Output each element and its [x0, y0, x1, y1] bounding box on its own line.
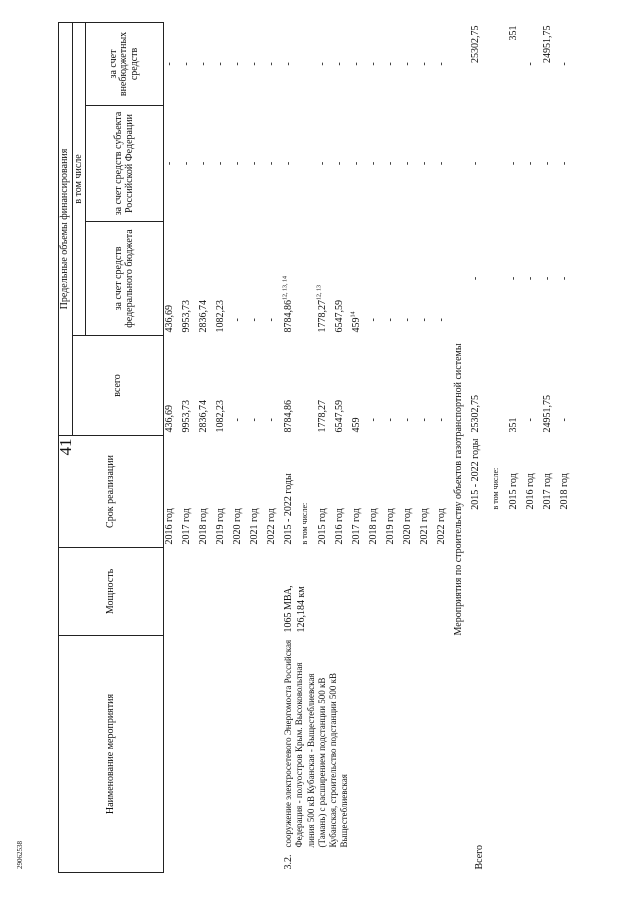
regional-cell: - — [436, 161, 447, 166]
total-cell: 1082,23 — [215, 399, 226, 433]
table-row — [249, 22, 266, 872]
year-cell: 2017 год — [181, 508, 192, 545]
total-cell: - — [559, 418, 570, 422]
item-name: сооружение электросетевого Энергомоста Российская Федерация - полуостров Крым. Высоковольтная линия 500 кВ Кубанская - Выщестеблиевская (Тамань) с расширением подстанции 500 кВ Кубанская, строительство подстанции 500 кВ Выщестеблиевская — [283, 639, 350, 848]
year-cell: 2021 год — [249, 508, 260, 545]
federal-cell: - — [232, 318, 243, 322]
header-federal: за счет средств федерального бюджета — [86, 221, 164, 335]
rotated-document — [58, 0, 613, 873]
federal-cell: $459^{14}$ — [350, 311, 362, 333]
table-row — [525, 22, 542, 872]
regional-cell: - — [368, 161, 379, 166]
table-row — [559, 22, 576, 872]
header-capacity: Мощность — [59, 547, 164, 635]
item-total: 8784,86 — [283, 399, 294, 433]
federal-cell: - — [508, 276, 519, 281]
year-cell: 2019 год — [215, 508, 226, 545]
table-row — [198, 22, 215, 872]
table-header — [59, 22, 164, 872]
header-total: всего — [72, 335, 164, 435]
federal-cell: - — [419, 318, 430, 322]
year-cell: 2018 год — [559, 473, 570, 510]
table-row — [266, 22, 283, 872]
federal-cell: 9953,73 — [181, 299, 192, 333]
item-row — [283, 22, 300, 872]
header-limits: Предельные объемы финансирования — [59, 22, 73, 435]
regional-cell: - — [317, 161, 328, 166]
financing-table — [58, 22, 576, 873]
regional-cell: - — [334, 161, 345, 166]
extra-cell: - — [232, 62, 243, 66]
table-row — [542, 22, 559, 872]
year-cell: 2020 год — [402, 508, 413, 545]
table-row — [402, 22, 419, 872]
extra-cell: - — [181, 62, 192, 66]
year-cell: 2016 год — [525, 473, 536, 510]
header-period: Срок реализации — [59, 435, 164, 547]
federal-cell: 6547,59 — [334, 299, 345, 333]
extra-cell: - — [402, 62, 413, 66]
total-cell: 2836,74 — [198, 399, 209, 433]
year-cell: 2018 год — [368, 508, 379, 545]
year-cell: 2017 год — [351, 508, 362, 545]
total-cell: - — [266, 418, 277, 422]
extra-cell: - — [317, 62, 328, 66]
total-cell: 24951,75 — [542, 394, 553, 433]
year-cell: 2015 год — [317, 508, 328, 545]
extra-cell: - — [334, 62, 345, 66]
regional-cell: - — [215, 161, 226, 166]
header-regional: за счет средств субъекта Российской Федерации — [86, 105, 164, 221]
total-cell: - — [385, 418, 396, 422]
total-cell: 9953,73 — [181, 399, 192, 433]
total-federal: - — [470, 276, 481, 281]
total-cell: 351 — [508, 417, 519, 433]
total-regional: - — [470, 161, 481, 166]
item-extra: - — [283, 62, 294, 66]
page-number: 41 — [56, 438, 75, 456]
total-cell: - — [368, 418, 379, 422]
table-row — [164, 22, 182, 872]
item-federal: 8784,86$^{12, 13, 14}$ — [282, 275, 294, 333]
extra-cell: 351 — [508, 25, 519, 41]
table-row — [419, 22, 436, 872]
table-body — [164, 22, 577, 872]
federal-cell: 1082,23 — [215, 299, 226, 333]
table-row — [508, 22, 525, 872]
year-cell: 2015 год — [508, 473, 519, 510]
federal-cell: 2836,74 — [198, 299, 209, 333]
year-cell: 2019 год — [385, 508, 396, 545]
extra-cell: - — [351, 62, 362, 66]
extra-cell: - — [164, 62, 175, 66]
federal-cell: - — [542, 276, 553, 281]
extra-cell: - — [266, 62, 277, 66]
regional-cell: - — [559, 161, 570, 166]
regional-cell: - — [508, 161, 519, 166]
federal-cell: - — [385, 318, 396, 322]
extra-cell: - — [215, 62, 226, 66]
footnote-ref: 12, 13, 14 — [282, 275, 289, 300]
total-total: 25302,75 — [470, 394, 481, 433]
year-cell: 2018 год — [198, 508, 209, 545]
regional-cell: - — [525, 161, 536, 166]
federal-cell: - — [368, 318, 379, 322]
regional-cell: - — [181, 161, 192, 166]
total-cell: 6547,59 — [334, 399, 345, 433]
table-row — [385, 22, 402, 872]
regional-cell: - — [385, 161, 396, 166]
year-cell: 2017 год — [542, 473, 553, 510]
table-row — [491, 22, 508, 872]
regional-cell: - — [232, 161, 243, 166]
year-cell: 2022 год — [436, 508, 447, 545]
table-row — [232, 22, 249, 872]
regional-cell: - — [402, 161, 413, 166]
including-label: в том числе: — [491, 467, 500, 510]
regional-cell: - — [198, 161, 209, 166]
item-number: 3.2. — [283, 854, 294, 870]
total-cell: - — [525, 418, 536, 422]
item-period: 2015 - 2022 годы — [283, 473, 294, 545]
extra-cell: - — [249, 62, 260, 66]
total-cell: 459 — [351, 417, 362, 433]
extra-cell: - — [385, 62, 396, 66]
total-cell: 1778,27 — [317, 399, 328, 433]
federal-cell: 436,69 — [164, 304, 175, 333]
extra-cell: - — [436, 62, 447, 66]
extra-cell: - — [198, 62, 209, 66]
item-capacity: 1065 МВА, 126,184 км — [283, 585, 307, 633]
header-extra: за счет внебюджетных средств — [86, 22, 164, 105]
total-cell: - — [402, 418, 413, 422]
total-row — [470, 22, 491, 872]
total-cell: - — [232, 418, 243, 422]
regional-cell: - — [249, 161, 260, 166]
total-cell: 436,69 — [164, 404, 175, 433]
federal-cell: - — [559, 276, 570, 281]
total-cell: - — [419, 418, 430, 422]
year-cell: 2022 год — [266, 508, 277, 545]
regional-cell: - — [266, 161, 277, 166]
total-label: Всего — [474, 844, 485, 870]
federal-cell: 1778,27$^{12, 13}$ — [316, 284, 328, 333]
year-cell: 2016 год — [334, 508, 345, 545]
extra-cell: - — [368, 62, 379, 66]
extra-cell: 24951,75 — [542, 25, 553, 63]
table-row — [215, 22, 232, 872]
federal-cell: - — [525, 276, 536, 281]
federal-cell: - — [402, 318, 413, 322]
year-cell: 2021 год — [419, 508, 430, 545]
table-row — [181, 22, 198, 872]
federal-cell: - — [249, 318, 260, 322]
header-including: в том числе — [72, 22, 86, 335]
table-row — [436, 22, 453, 872]
regional-cell: - — [351, 161, 362, 166]
total-period: 2015 - 2022 годы — [470, 438, 481, 510]
section-title: Мероприятия по строительству объектов газотранспортной системы — [453, 343, 464, 636]
regional-cell: - — [542, 161, 553, 166]
federal-cell: - — [266, 318, 277, 322]
total-extra: 25302,75 — [470, 25, 481, 63]
total-cell: - — [249, 418, 260, 422]
extra-cell: - — [419, 62, 430, 66]
document-code: 29062538 — [16, 841, 24, 869]
extra-cell: - — [525, 62, 536, 66]
federal-cell: - — [436, 318, 447, 322]
year-cell: 2016 год — [164, 508, 175, 545]
total-cell: - — [436, 418, 447, 422]
including-label: в том числе: — [300, 502, 309, 545]
extra-cell: - — [559, 62, 570, 66]
item-regional: - — [283, 161, 294, 166]
year-cell: 2020 год — [232, 508, 243, 545]
section-row — [453, 22, 470, 872]
regional-cell: - — [419, 161, 430, 166]
header-name: Наименование мероприятия — [59, 635, 164, 872]
regional-cell: - — [164, 161, 175, 166]
